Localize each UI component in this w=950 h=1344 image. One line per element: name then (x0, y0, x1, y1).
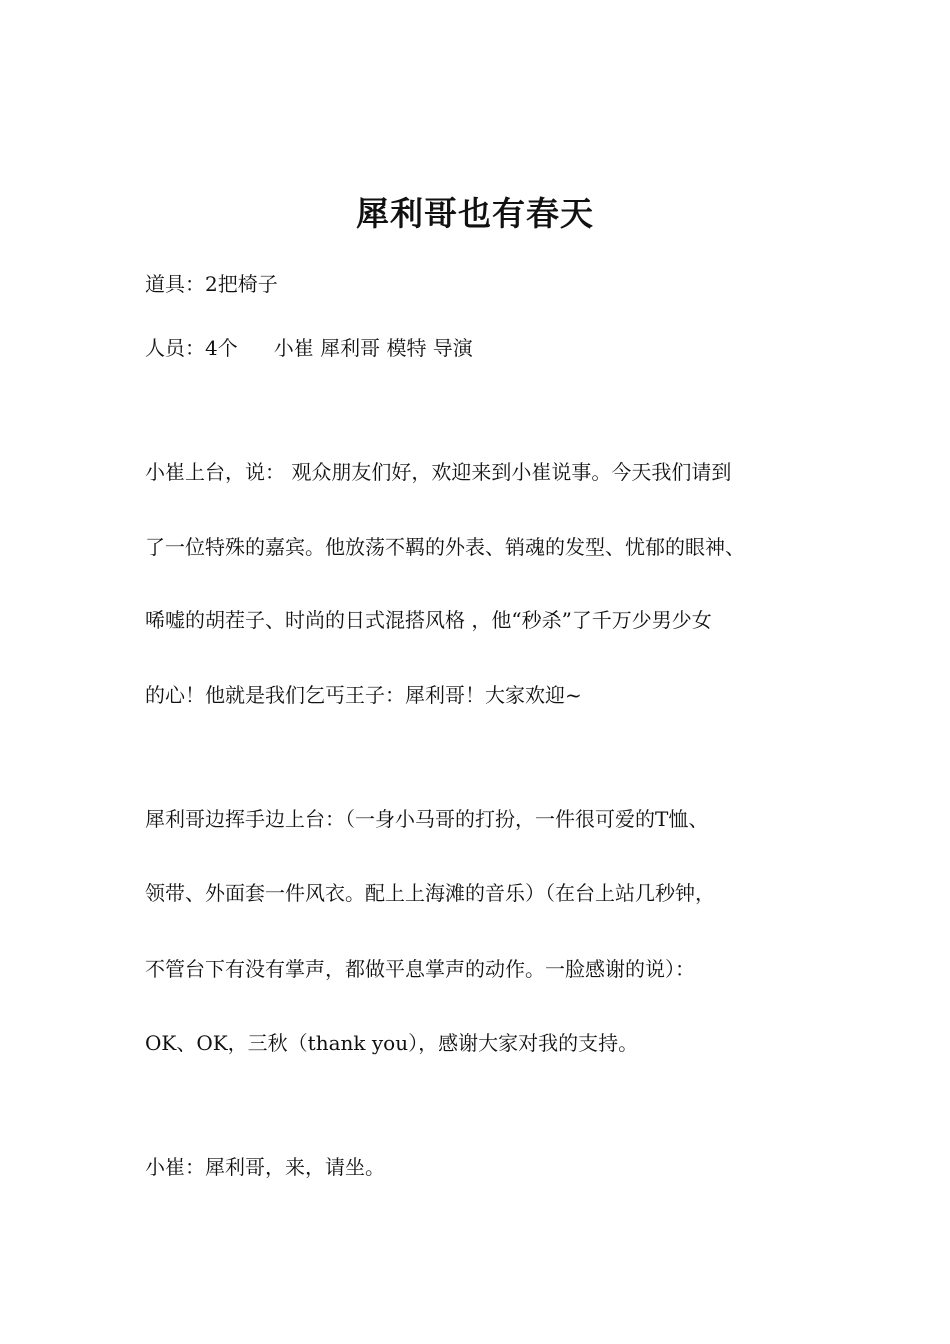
paragraph2-line-2: 领带、外面套一件风衣。配上上海滩的音乐）（在台上站几秒钟， (145, 881, 715, 905)
cast-names: 小崔 犀利哥 模特 导演 (273, 336, 473, 360)
paragraph2-line-4: OK、OK，三秋（thank you），感谢大家对我的支持。 (145, 1031, 639, 1055)
paragraph3-line-1: 小崔：犀利哥，来，请坐。 (145, 1155, 385, 1179)
paragraph1-line-2: 了一位特殊的嘉宾。他放荡不羁的外表、销魂的发型、忧郁的眼神、 (145, 535, 745, 559)
paragraph1-line-1: 小崔上台，说： 观众朋友们好，欢迎来到小崔说事。今天我们请到 (145, 460, 732, 484)
paragraph1-line-3: 唏嘘的胡茬子、时尚的日式混搭风格 ，他“秒杀”了千万少男少女 (145, 608, 712, 632)
props-line: 道具：2把椅子 (145, 272, 278, 296)
document-title: 犀利哥也有春天 (356, 194, 594, 233)
paragraph2-line-3: 不管台下有没有掌声，都做平息掌声的动作。一脸感谢的说）： (145, 957, 695, 981)
paragraph1-line-4: 的心！他就是我们乞丐王子：犀利哥！大家欢迎~ (145, 683, 582, 707)
cast-label: 人员：4个 (145, 336, 238, 360)
paragraph2-line-1: 犀利哥边挥手边上台：（一身小马哥的打扮，一件很可爱的T恤、 (145, 807, 709, 831)
cast-line (145, 334, 473, 362)
